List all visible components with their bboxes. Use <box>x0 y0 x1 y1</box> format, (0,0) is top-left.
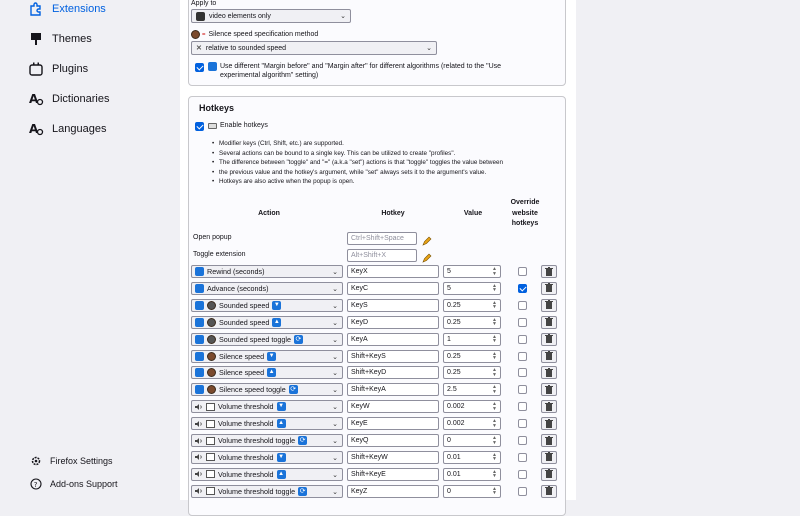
sidebar-item-languages[interactable] <box>28 117 106 141</box>
threshold-icon <box>206 453 215 461</box>
action-select[interactable] <box>191 434 343 447</box>
plugin-icon <box>28 61 44 77</box>
action-label: Advance (seconds) <box>207 283 269 293</box>
chevron-down-icon: ⌄ <box>332 336 338 344</box>
value-input[interactable] <box>443 400 501 413</box>
sidebar-item-dictionaries[interactable] <box>28 87 109 111</box>
play-icon <box>195 318 204 327</box>
toggle-extension-hotkey-input[interactable]: Alt+Shift+X <box>347 249 417 262</box>
play-icon <box>195 301 204 310</box>
value-input[interactable] <box>443 366 501 379</box>
svg-text:?: ? <box>33 480 38 489</box>
chevron-down-icon: ⌄ <box>332 319 338 327</box>
chevron-down-icon: ⌄ <box>332 370 338 378</box>
hotkey-input[interactable]: KeyQ <box>347 434 439 447</box>
delete-button[interactable] <box>541 350 557 363</box>
footer-label: Add-ons Support <box>50 479 118 489</box>
delete-button[interactable] <box>541 485 557 498</box>
arrow-up-icon: ▲ <box>273 318 280 325</box>
arrow-down-icon: ▼ <box>278 403 285 410</box>
hotkey-input[interactable]: KeyA <box>347 333 439 346</box>
arrow-up-icon: ▲ <box>278 420 285 427</box>
hotkey-input[interactable]: Shift+KeyS <box>347 350 439 363</box>
speaker-face-icon <box>207 301 216 310</box>
override-checkbox[interactable] <box>518 487 527 496</box>
action-label: Volume threshold <box>218 419 274 429</box>
threshold-icon <box>206 420 215 428</box>
threshold-icon <box>206 487 215 495</box>
apply-to-value: video elements only <box>209 12 271 20</box>
action-label: Sounded speed toggle <box>219 334 291 344</box>
override-checkbox[interactable] <box>518 385 527 394</box>
value-text: 0.01 <box>447 470 461 478</box>
value-input[interactable] <box>443 468 501 481</box>
trash-icon <box>545 465 553 483</box>
delete-button[interactable] <box>541 417 557 430</box>
note-item-continued: • the previous value and the hotkey's argument, while "set" always sets it to the argument's value. <box>213 168 563 178</box>
value-input[interactable] <box>443 350 501 363</box>
value-text: 0.25 <box>447 369 461 377</box>
action-select[interactable] <box>191 366 343 379</box>
spinner-icon[interactable]: ▲ ▼ <box>492 468 497 480</box>
fast-forward-icon <box>195 352 204 361</box>
margin-checkbox-label: Use different "Margin before" and "Margin after" for different algorithms (related to the "Use <box>220 63 502 70</box>
value-input[interactable] <box>443 451 501 464</box>
action-label: Volume threshold toggle <box>218 436 296 445</box>
footer-label: Firefox Settings <box>50 456 113 466</box>
action-select[interactable] <box>191 383 343 396</box>
chevron-down-icon: ⌄ <box>332 438 338 445</box>
brush-icon <box>28 31 44 47</box>
delete-button[interactable] <box>541 366 557 379</box>
toggle-icon: ⟳ <box>299 487 306 495</box>
silence-method-label-row <box>191 30 318 39</box>
value-text: 1 <box>447 335 451 343</box>
puzzle-icon <box>28 1 44 17</box>
enable-hotkeys-checkbox[interactable] <box>195 122 204 131</box>
override-checkbox[interactable] <box>518 470 527 479</box>
delete-button[interactable] <box>541 282 557 295</box>
action-select[interactable] <box>191 417 343 430</box>
trash-icon <box>545 448 553 466</box>
pencil-icon[interactable] <box>422 250 432 260</box>
override-checkbox[interactable] <box>518 453 527 462</box>
play-icon <box>195 335 204 344</box>
note-item: • The difference between "toggle" and "=" (a.k.a "set") actions is that "toggle" toggles the value between <box>213 158 563 168</box>
delete-button[interactable] <box>541 383 557 396</box>
action-select[interactable] <box>191 400 343 413</box>
chevron-down-icon: ⌄ <box>332 454 338 462</box>
hotkey-input[interactable]: KeyC <box>347 282 439 295</box>
value-text: 0.002 <box>447 420 465 428</box>
toggle-icon: ⟳ <box>290 386 297 394</box>
hotkey-input[interactable]: Shift+KeyE <box>347 468 439 481</box>
action-label: Silence speed toggle <box>219 385 286 395</box>
hotkey-input[interactable]: Shift+KeyA <box>347 383 439 396</box>
snail-icon <box>207 368 216 377</box>
enable-hotkeys-row <box>208 122 268 129</box>
arrow-down-icon: ▼ <box>268 352 275 359</box>
value-text: 5 <box>447 284 451 292</box>
override-checkbox[interactable] <box>518 301 527 310</box>
note-item: • Hotkeys are also active when the popup is open. <box>213 177 563 187</box>
sidebar-item-themes[interactable] <box>28 27 92 51</box>
chevron-down-icon: ⌄ <box>332 353 338 361</box>
delete-button[interactable] <box>541 451 557 464</box>
enable-hotkeys-label: Enable hotkeys <box>220 122 268 129</box>
delete-button[interactable] <box>541 316 557 329</box>
trash-icon <box>545 263 553 281</box>
options-panel <box>180 0 576 500</box>
trash-icon <box>545 415 553 433</box>
sidebar-addons-support[interactable] <box>30 475 118 493</box>
hotkey-input[interactable]: KeyW <box>347 400 439 413</box>
trash-icon <box>545 381 553 399</box>
trash-icon <box>545 364 553 382</box>
hotkey-input[interactable]: KeyE <box>347 417 439 430</box>
speaker-icon <box>195 487 203 495</box>
speaker-icon <box>195 403 203 411</box>
svg-text:A: A <box>29 122 39 136</box>
chevron-down-icon: ⌄ <box>332 421 338 429</box>
spinner-icon[interactable]: ▲ ▼ <box>492 401 497 412</box>
silence-method-label: Silence speed specification method <box>208 31 319 38</box>
hotkeys-notes <box>207 139 563 187</box>
delete-button[interactable] <box>541 434 557 447</box>
value-text: 2.5 <box>447 386 457 394</box>
sidebar-item-label: Dictionaries <box>52 93 110 105</box>
spinner-icon[interactable]: ▲ ▼ <box>492 350 497 361</box>
arrow-up-icon: ▲ <box>268 369 275 376</box>
toggle-icon: ⟳ <box>299 437 306 444</box>
margin-checkbox-label-2: experimental algorithm" setting) <box>220 72 319 79</box>
speaker-icon <box>195 437 203 445</box>
hotkey-input[interactable]: KeyX <box>347 265 439 278</box>
snail-icon <box>207 385 216 394</box>
action-select[interactable] <box>191 282 343 295</box>
speaker-face-icon <box>207 335 216 344</box>
snail-icon <box>207 352 216 361</box>
column-override-1: Override <box>510 199 540 206</box>
hotkey-input[interactable]: Shift+KeyW <box>347 451 439 464</box>
action-label: Volume threshold <box>218 452 274 462</box>
trash-icon <box>545 398 553 416</box>
value-text: 0.01 <box>447 453 461 461</box>
action-select[interactable] <box>191 299 343 312</box>
value-input[interactable] <box>443 265 501 278</box>
column-action: Action <box>258 210 280 217</box>
override-checkbox[interactable] <box>518 368 527 377</box>
column-value: Value <box>463 210 483 217</box>
action-label: Sounded speed <box>219 317 270 327</box>
delete-button[interactable] <box>541 299 557 312</box>
apply-to-label: Apply to <box>191 0 217 7</box>
spinner-icon[interactable]: ▲ ▼ <box>492 266 497 277</box>
value-text: 0 <box>447 487 451 495</box>
chevron-down-icon: ⌄ <box>332 404 338 412</box>
trash-icon <box>545 432 553 450</box>
override-checkbox[interactable] <box>518 284 527 293</box>
arrow-up-icon: ▲ <box>278 470 285 477</box>
spinner-icon[interactable]: ▲ ▼ <box>492 435 497 446</box>
silence-method-value: relative to sounded speed <box>205 44 287 52</box>
toggle-extension-label: Toggle extension <box>193 251 246 258</box>
action-label: Silence speed <box>219 351 265 361</box>
toggle-icon: ⟳ <box>295 335 302 343</box>
trash-icon <box>545 279 553 297</box>
equals-icon: = <box>202 31 206 38</box>
delete-button[interactable] <box>541 468 557 481</box>
sidebar-item-label: Themes <box>52 33 92 45</box>
help-icon <box>30 478 42 490</box>
trash-icon <box>545 313 553 331</box>
trash-icon <box>545 330 553 348</box>
sidebar-item-label: Languages <box>52 123 107 135</box>
delete-button[interactable] <box>541 400 557 413</box>
action-select[interactable] <box>191 350 343 363</box>
arrow-down-icon: ▼ <box>278 453 285 460</box>
open-popup-hotkey-input[interactable]: Ctrl+Shift+Space <box>347 232 417 245</box>
value-text: 0 <box>447 437 451 444</box>
column-override-3: hotkeys <box>511 220 539 227</box>
chevron-down-icon: ⌄ <box>332 471 338 479</box>
action-select[interactable] <box>191 485 343 498</box>
action-label: Volume threshold <box>218 469 274 479</box>
override-checkbox[interactable] <box>518 318 527 327</box>
action-label: Silence speed <box>219 368 265 378</box>
value-input[interactable] <box>443 434 501 447</box>
spinner-icon[interactable]: ▲ ▼ <box>492 367 497 378</box>
trash-icon <box>545 482 553 500</box>
value-text: 0.25 <box>447 352 461 360</box>
column-hotkey: Hotkey <box>381 210 405 217</box>
action-select[interactable] <box>191 333 343 346</box>
general-settings-section <box>188 0 566 86</box>
margin-checkbox[interactable] <box>195 63 204 72</box>
experimental-icon <box>208 62 217 71</box>
hotkeys-section <box>188 96 566 516</box>
sidebar-item-label: Extensions <box>52 3 106 15</box>
apply-to-select[interactable] <box>191 9 351 23</box>
pencil-icon[interactable] <box>422 233 432 243</box>
threshold-icon <box>206 470 215 478</box>
override-checkbox[interactable] <box>518 352 527 361</box>
sidebar-item-plugins[interactable] <box>28 57 88 81</box>
value-input[interactable] <box>443 316 501 329</box>
snail-icon <box>191 30 200 39</box>
speaker-icon <box>195 453 203 461</box>
value-input[interactable] <box>443 485 501 498</box>
action-label: Volume threshold <box>218 402 274 412</box>
video-icon <box>196 12 205 21</box>
chevron-down-icon: ⌄ <box>332 387 338 395</box>
note-item: • Modifier keys (Ctrl, Shift, etc.) are supported. <box>213 139 563 149</box>
spinner-icon[interactable]: ▲ ▼ <box>492 485 497 497</box>
trash-icon <box>545 296 553 314</box>
sidebar-firefox-settings[interactable] <box>30 452 113 470</box>
chevron-down-icon: ⌄ <box>340 13 346 20</box>
advance-icon <box>195 284 204 293</box>
chevron-down-icon: ⌄ <box>332 488 338 496</box>
value-input[interactable] <box>443 282 501 295</box>
action-select[interactable] <box>191 265 343 278</box>
spinner-icon[interactable]: ▲ ▼ <box>492 418 497 429</box>
hotkey-input[interactable]: KeyZ <box>347 485 439 498</box>
action-select[interactable] <box>191 316 343 329</box>
value-input[interactable] <box>443 299 501 312</box>
margin-checkbox-label-row <box>208 62 501 71</box>
value-input[interactable] <box>443 417 501 430</box>
value-input[interactable] <box>443 383 501 396</box>
sidebar-item-label: Plugins <box>52 63 89 75</box>
open-popup-label: Open popup <box>193 234 232 241</box>
chevron-down-icon: ⌄ <box>332 285 338 293</box>
value-text: 0.002 <box>447 403 465 411</box>
chevron-down-icon: ⌄ <box>426 45 432 52</box>
override-checkbox[interactable] <box>518 436 527 445</box>
spinner-icon[interactable]: ▲ ▼ <box>492 384 497 395</box>
sidebar <box>0 0 168 500</box>
hotkey-input[interactable]: KeyS <box>347 299 439 312</box>
sidebar-item-extensions[interactable] <box>28 0 106 21</box>
hotkey-input[interactable]: KeyD <box>347 316 439 329</box>
delete-button[interactable] <box>541 265 557 278</box>
value-input[interactable] <box>443 333 501 346</box>
override-checkbox[interactable] <box>518 267 527 276</box>
delete-button[interactable] <box>541 333 557 346</box>
hotkeys-title: Hotkeys <box>199 103 235 113</box>
action-select[interactable] <box>191 468 343 481</box>
action-label: Rewind (seconds) <box>207 267 265 276</box>
action-label: Sounded speed <box>219 300 270 310</box>
chevron-down-icon: ⌄ <box>332 269 338 276</box>
arrow-down-icon: ▼ <box>273 301 280 308</box>
gear-icon <box>30 455 42 467</box>
action-select[interactable] <box>191 451 343 464</box>
value-text: 0.25 <box>447 301 461 309</box>
language-icon <box>28 121 44 137</box>
trash-icon <box>545 347 553 365</box>
spinner-icon[interactable]: ▲ ▼ <box>492 299 497 311</box>
spinner-icon[interactable]: ▲ ▼ <box>492 316 497 328</box>
fast-forward-icon <box>195 385 204 394</box>
speaker-face-icon <box>207 318 216 327</box>
spinner-icon[interactable]: ▲ ▼ <box>492 282 497 294</box>
multiply-icon: ✕ <box>196 45 202 52</box>
value-text: 0.25 <box>447 318 461 326</box>
hotkey-input[interactable]: Shift+KeyD <box>347 366 439 379</box>
column-override-2: website <box>512 210 538 217</box>
override-checkbox[interactable] <box>518 402 527 411</box>
action-label: Volume threshold toggle <box>218 486 296 496</box>
rewind-icon <box>195 267 204 276</box>
override-checkbox[interactable] <box>518 419 527 428</box>
threshold-icon <box>206 403 215 411</box>
override-checkbox[interactable] <box>518 335 527 344</box>
svg-text:A: A <box>29 92 39 106</box>
silence-method-select[interactable] <box>191 41 437 55</box>
spinner-icon[interactable]: ▲ ▼ <box>492 333 497 345</box>
keyboard-icon <box>208 123 217 129</box>
dictionary-icon <box>28 91 44 107</box>
chevron-down-icon: ⌄ <box>332 302 338 310</box>
speaker-icon <box>195 420 203 428</box>
speaker-icon <box>195 470 203 478</box>
value-text: 5 <box>447 268 451 275</box>
note-item: • Several actions can be bound to a single key. This can be utilized to create "profiles". <box>213 149 563 159</box>
threshold-icon <box>206 437 215 445</box>
fast-forward-icon <box>195 368 204 377</box>
spinner-icon[interactable]: ▲ ▼ <box>492 451 497 463</box>
